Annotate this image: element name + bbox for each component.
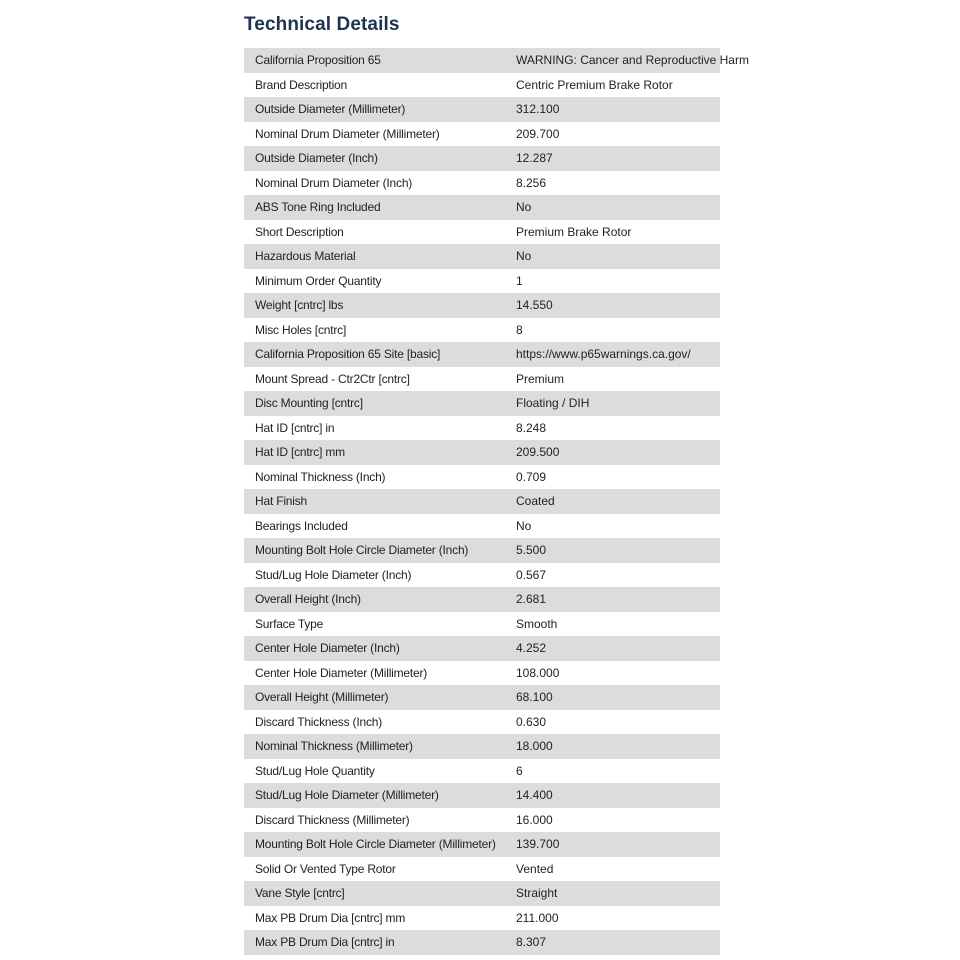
spec-value: 5.500 xyxy=(505,538,720,563)
spec-label: Nominal Thickness (Millimeter) xyxy=(244,734,505,759)
spec-value: Coated xyxy=(505,489,720,514)
spec-value: Smooth xyxy=(505,612,720,637)
spec-label: Hat Finish xyxy=(244,489,505,514)
spec-value: 12.287 xyxy=(505,146,720,171)
spec-value: 14.400 xyxy=(505,783,720,808)
spec-value: 18.000 xyxy=(505,734,720,759)
spec-label: Disc Mounting [cntrc] xyxy=(244,391,505,416)
spec-value: 8.256 xyxy=(505,171,720,196)
table-row xyxy=(244,514,720,539)
table-row xyxy=(244,612,720,637)
spec-label: Stud/Lug Hole Diameter (Inch) xyxy=(244,563,505,588)
table-row xyxy=(244,465,720,490)
spec-label: Hat ID [cntrc] mm xyxy=(244,440,505,465)
spec-value: No xyxy=(505,514,720,539)
spec-value: WARNING: Cancer and Reproductive Harm xyxy=(505,48,720,73)
spec-value: No xyxy=(505,244,720,269)
spec-label: Misc Holes [cntrc] xyxy=(244,318,505,343)
table-row xyxy=(244,122,720,147)
spec-label: Brand Description xyxy=(244,73,505,98)
table-row xyxy=(244,881,720,906)
spec-label: Short Description xyxy=(244,220,505,245)
spec-label: Center Hole Diameter (Millimeter) xyxy=(244,661,505,686)
table-body xyxy=(244,48,749,955)
spec-label: Weight [cntrc] lbs xyxy=(244,293,505,318)
table-row xyxy=(244,587,720,612)
spec-label: Discard Thickness (Inch) xyxy=(244,710,505,735)
spec-label: Minimum Order Quantity xyxy=(244,269,505,294)
table-row xyxy=(244,171,720,196)
table-row xyxy=(244,734,720,759)
spec-label: Hat ID [cntrc] in xyxy=(244,416,505,441)
spec-value: Premium xyxy=(505,367,720,392)
spec-label: Solid Or Vented Type Rotor xyxy=(244,857,505,882)
table-row xyxy=(244,563,720,588)
table-row xyxy=(244,269,720,294)
table-row xyxy=(244,783,720,808)
spec-value: 2.681 xyxy=(505,587,720,612)
spec-value: 1 xyxy=(505,269,720,294)
spec-value: 14.550 xyxy=(505,293,720,318)
spec-label: Mounting Bolt Hole Circle Diameter (Inch) xyxy=(244,538,505,563)
table-row xyxy=(244,195,720,220)
spec-value: 0.567 xyxy=(505,563,720,588)
spec-label: Surface Type xyxy=(244,612,505,637)
spec-value: 108.000 xyxy=(505,661,720,686)
spec-label: Overall Height (Millimeter) xyxy=(244,685,505,710)
spec-label: Nominal Drum Diameter (Inch) xyxy=(244,171,505,196)
section-title: Technical Details xyxy=(244,14,400,35)
spec-value: Straight xyxy=(505,881,720,906)
spec-value: 8 xyxy=(505,318,720,343)
spec-value: https://www.p65warnings.ca.gov/ xyxy=(505,342,720,367)
spec-label: Max PB Drum Dia [cntrc] in xyxy=(244,930,505,955)
table-row xyxy=(244,318,720,343)
spec-label: California Proposition 65 xyxy=(244,48,505,73)
spec-label: ABS Tone Ring Included xyxy=(244,195,505,220)
spec-value: 16.000 xyxy=(505,808,720,833)
spec-label: Mounting Bolt Hole Circle Diameter (Millimeter) xyxy=(244,832,505,857)
table-row xyxy=(244,538,720,563)
table-row xyxy=(244,244,720,269)
table-row xyxy=(244,808,720,833)
spec-value: 211.000 xyxy=(505,906,720,931)
table-row xyxy=(244,48,720,73)
table-row xyxy=(244,220,720,245)
spec-value: 4.252 xyxy=(505,636,720,661)
table-row xyxy=(244,293,720,318)
spec-value: 312.100 xyxy=(505,97,720,122)
table-row xyxy=(244,97,720,122)
table-row xyxy=(244,342,720,367)
spec-label: Max PB Drum Dia [cntrc] mm xyxy=(244,906,505,931)
spec-value: No xyxy=(505,195,720,220)
spec-value: 209.700 xyxy=(505,122,720,147)
spec-value: Floating / DIH xyxy=(505,391,720,416)
table-row xyxy=(244,857,720,882)
spec-label: Outside Diameter (Inch) xyxy=(244,146,505,171)
spec-value: Centric Premium Brake Rotor xyxy=(505,73,720,98)
table-row xyxy=(244,906,720,931)
spec-label: Center Hole Diameter (Inch) xyxy=(244,636,505,661)
spec-value: 6 xyxy=(505,759,720,784)
spec-value: Premium Brake Rotor xyxy=(505,220,720,245)
spec-label: Outside Diameter (Millimeter) xyxy=(244,97,505,122)
spec-label: California Proposition 65 Site [basic] xyxy=(244,342,505,367)
table-row xyxy=(244,367,720,392)
spec-label: Nominal Thickness (Inch) xyxy=(244,465,505,490)
spec-value: 68.100 xyxy=(505,685,720,710)
table-row xyxy=(244,73,720,98)
spec-value: 209.500 xyxy=(505,440,720,465)
spec-value: 139.700 xyxy=(505,832,720,857)
table-row xyxy=(244,391,720,416)
table-row xyxy=(244,685,720,710)
table-row xyxy=(244,146,720,171)
table-row xyxy=(244,710,720,735)
spec-value: 8.248 xyxy=(505,416,720,441)
spec-value: 0.630 xyxy=(505,710,720,735)
spec-label: Vane Style [cntrc] xyxy=(244,881,505,906)
table-row xyxy=(244,661,720,686)
table-row xyxy=(244,930,720,955)
table-row xyxy=(244,440,720,465)
spec-label: Stud/Lug Hole Diameter (Millimeter) xyxy=(244,783,505,808)
table-row xyxy=(244,832,720,857)
spec-value: 8.307 xyxy=(505,930,720,955)
spec-label: Discard Thickness (Millimeter) xyxy=(244,808,505,833)
spec-label: Mount Spread - Ctr2Ctr [cntrc] xyxy=(244,367,505,392)
spec-label: Nominal Drum Diameter (Millimeter) xyxy=(244,122,505,147)
spec-label: Bearings Included xyxy=(244,514,505,539)
spec-label: Stud/Lug Hole Quantity xyxy=(244,759,505,784)
technical-details-table xyxy=(244,48,749,955)
spec-label: Hazardous Material xyxy=(244,244,505,269)
table-row xyxy=(244,416,720,441)
table-row xyxy=(244,636,720,661)
spec-label: Overall Height (Inch) xyxy=(244,587,505,612)
table-row xyxy=(244,489,720,514)
table-row xyxy=(244,759,720,784)
spec-value: Vented xyxy=(505,857,720,882)
spec-value: 0.709 xyxy=(505,465,720,490)
